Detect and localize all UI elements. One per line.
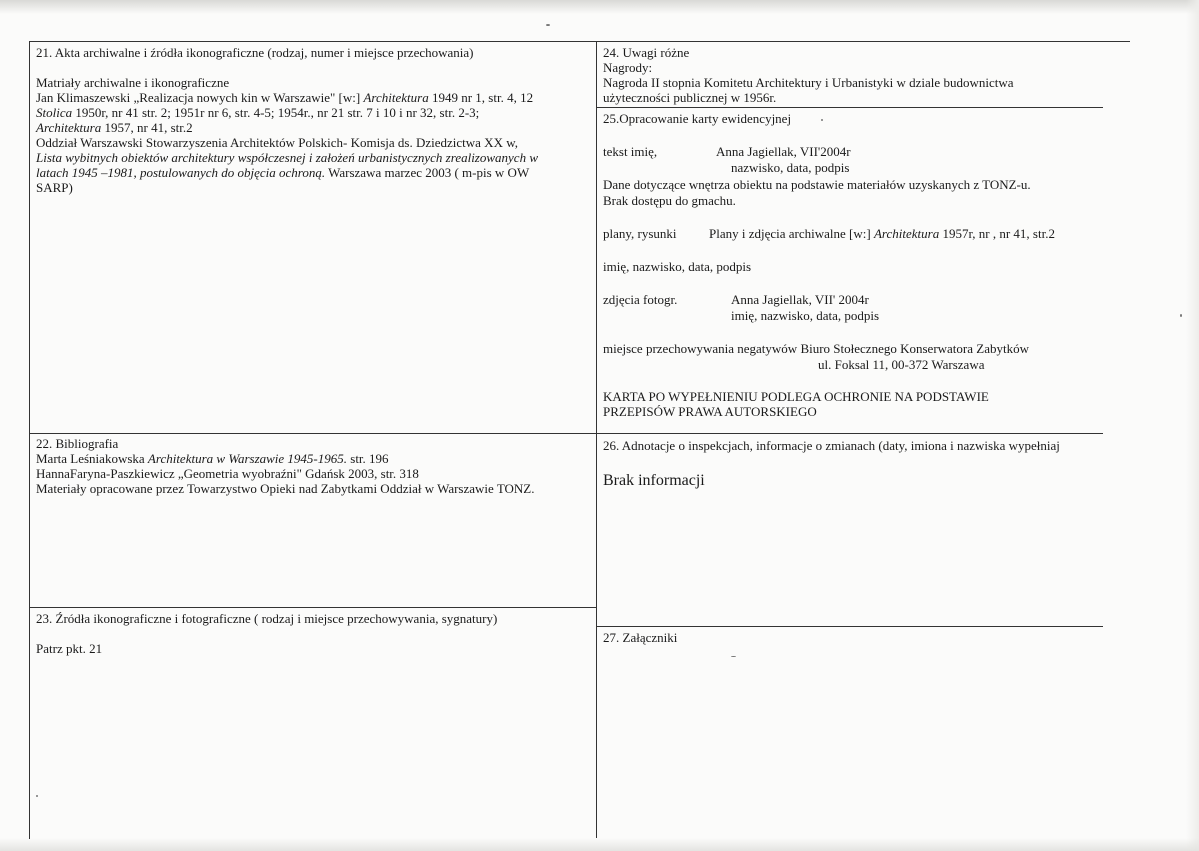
plany-sublabel: imię, nazwisko, data, podpis	[603, 259, 752, 274]
section-22	[36, 436, 535, 496]
archive-line-1: Jan Klimaszewski „Realizacja nowych kin w Warszawie" [w:] Architektura 1949 nr 1, str. 4, 12	[36, 90, 534, 105]
zdjecia-sublabel: imię, nazwisko, data, podpis	[731, 308, 880, 323]
scan-speck	[731, 656, 736, 657]
divider-22-23	[29, 607, 596, 608]
tekst-label: tekst imię,	[603, 144, 658, 159]
plany-label: plany, rysunki	[603, 226, 677, 241]
section-23-heading: 23. Źródła ikonograficzne i fotograficzne ( rodzaj i miejsce przechowywania, sygnatury)	[36, 611, 498, 626]
scan-speck	[36, 795, 38, 797]
tekst-value: Anna Jagiellak, VII'2004r	[716, 144, 851, 159]
archive-line-6: latach 1945 –1981, postulowanych do objęcia ochroną. Warszawa marzec 2003 ( m-pis w OW	[36, 165, 530, 180]
archive-line-5: Lista wybitnych obiektów architektury współczesnej i założeń urbanistycznych zrealizowanych w	[36, 150, 538, 165]
section-21-heading: 21. Akta archiwalne i źródła ikonograficzne (rodzaj, numer i miejsce przechowania)	[36, 45, 474, 60]
scan-edge-right	[1186, 0, 1199, 851]
section-21	[36, 45, 538, 195]
divider-24-25	[597, 107, 1103, 108]
section-26-heading: 26. Adnotacje o inspekcjach, informacje o zmianach (daty, imiona i nazwiska wypełniaj	[603, 438, 1060, 453]
bibliography-line-3: Materiały opracowane przez Towarzystwo Opieki nad Zabytkami Oddział w Warszawie TONZ.	[36, 481, 535, 496]
top-rule	[29, 41, 1103, 42]
award-line-1: Nagroda II stopnia Komitetu Architektury i Urbanistyki w dziale budownictwa	[603, 75, 1014, 90]
scan-speck	[1180, 314, 1182, 317]
negatives-location-2: ul. Foksal 11, 00-372 Warszawa	[818, 357, 985, 372]
divider-21-22	[29, 433, 596, 434]
copyright-note-2: PRZEPISÓW PRAWA AUTORSKIEGO	[603, 404, 817, 419]
section-23-text: Patrz pkt. 21	[36, 641, 103, 656]
zdjecia-value: Anna Jagiellak, VII' 2004r	[731, 292, 869, 307]
bibliography-line-1: Marta Leśniakowska Architektura w Warszawie 1945-1965. str. 196	[36, 451, 389, 466]
scan-edge-top	[0, 0, 1199, 14]
section-22-heading: 22. Bibliografia	[36, 436, 119, 451]
section-26-text: Brak informacji	[603, 472, 705, 489]
negatives-location-1: miejsce przechowywania negatywów Biuro Stołecznego Konserwatora Zabytków	[603, 341, 1029, 356]
zdjecia-label: zdjęcia fotogr.	[603, 292, 678, 307]
section-21-subheading: Matriały archiwalne i ikonograficzne	[36, 75, 230, 90]
tekst-sublabel: nazwisko, data, podpis	[731, 160, 850, 175]
column-divider	[596, 41, 597, 838]
bibliography-line-2: HannaFaryna-Paszkiewicz „Geometria wyobraźni" Gdańsk 2003, str. 318	[36, 466, 419, 481]
archive-line-2: Stolica 1950r, nr 41 str. 2; 1951r nr 6, str. 4-5; 1954r., nr 21 str. 7 i 10 i nr 32, str. 2-3;	[36, 105, 480, 120]
section-25-heading: 25.Opracowanie karty ewidencyjnej	[603, 111, 792, 126]
section-23	[36, 611, 497, 656]
divider-25-26	[597, 433, 1103, 434]
scan-speck	[821, 119, 823, 121]
section-27-heading: 27. Załączniki	[603, 630, 678, 645]
scan-edge-bottom	[0, 838, 1199, 851]
section-24	[603, 45, 1013, 105]
interior-note-2: Brak dostępu do gmachu.	[603, 193, 736, 208]
section-24-heading: 24. Uwagi różne	[603, 45, 690, 60]
archive-line-7: SARP)	[36, 180, 73, 195]
awards-label: Nagrody:	[603, 60, 653, 75]
interior-note-1: Dane dotyczące wnętrza obiektu na podstawie materiałów uzyskanych z TONZ-u.	[603, 177, 1031, 192]
divider-26-27	[597, 626, 1103, 627]
archive-line-3: Architektura 1957, nr 41, str.2	[36, 120, 193, 135]
copyright-note-1: KARTA PO WYPEŁNIENIU PODLEGA OCHRONIE NA PODSTAWIE	[603, 389, 989, 404]
plany-value: Plany i zdjęcia archiwalne [w:] Architektura 1957r, nr , nr 41, str.2	[709, 226, 1055, 241]
archive-line-4: Oddział Warszawski Stowarzyszenia Architektów Polskich- Komisja ds. Dziedzictwa XX w,	[36, 135, 519, 150]
award-line-2: użyteczności publicznej w 1956r.	[603, 90, 777, 105]
scan-speck	[546, 24, 550, 26]
